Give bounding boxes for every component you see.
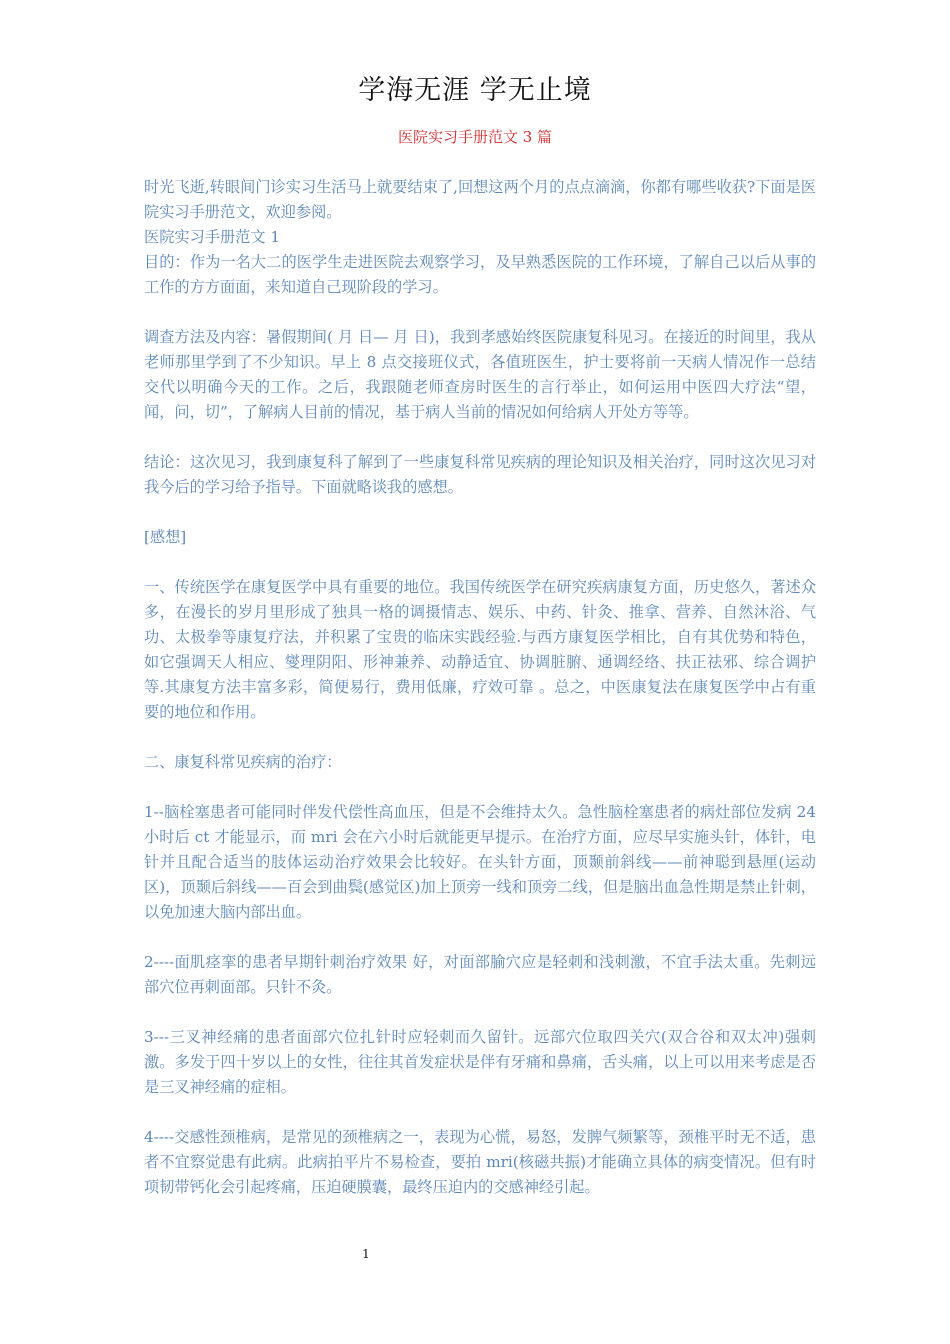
item-three-paragraph: 3---三叉神经痛的患者面部穴位扎针时应轻刺而久留针。远部穴位取四关穴(双合谷和双太冲)强刺激。多发于四十岁以上的女性，往往其首发症状是伴有牙痛和鼻痛，舌头痛，以上可以用来考虑是否是三叉神经痛的症相。 (144, 1028, 816, 1096)
item-one-paragraph: 1--脑栓塞患者可能同时伴发代偿性高血压，但是不会维持太久。急性脑栓塞患者的病灶部位发病 24 小时后 ct 才能显示，而 mri 会在六小时后就能更早提示。在治疗方面，应尽早实施头针，体针，电针并且配合适当的肢体运动治疗效果会比较好。在头针方面，顶颞前斜线——前神聪到悬厘(运动区)，顶颞后斜线——百会到曲鬓(感觉区)加上顶旁一线和顶旁二线，但是脑出血急性期是禁止针刺，以免加速大脑内部出血。 (144, 803, 816, 921)
purpose-paragraph: 目的：作为一名大二的医学生走进医院去观察学习，及早熟悉医院的工作环境，了解自己以后从事的工作的方方面面，来知道自己现阶段的学习。 (144, 253, 816, 296)
document-body (144, 175, 816, 1200)
conclusion-paragraph: 结论：这次见习，我到康复科了解到了一些康复科常见疾病的理论知识及相关治疗，同时这次见习对我今后的学习给予指导。下面就略谈我的感想。 (144, 453, 816, 496)
point-two-heading: 二、康复科常见疾病的治疗： (144, 753, 342, 771)
page-number: 1 (362, 1247, 370, 1261)
method-paragraph: 调查方法及内容：暑假期间( 月 日— 月 日)，我到孝感始终医院康复科见习。在接近的时间里，我从老师那里学到了不少知识。早上 8 点交接班仪式，各值班医生，护士要将前一天病人情况作一总结交代以明确今天的工作。之后，我跟随老师查房时医生的言行举止，如何运用中医四大疗法“望，闻，问，切”，了解病人目前的情况，基于病人当前的情况如何给病人开处方等等。 (144, 328, 816, 421)
header-title: 学海无涯 学无止境 (358, 75, 592, 106)
thoughts-heading: [感想] (144, 528, 187, 546)
point-one-paragraph: 一、传统医学在康复医学中具有重要的地位。我国传统医学在研究疾病康复方面，历史悠久，著述众多，在漫长的岁月里形成了独具一格的调摄情志、娱乐、中药、针灸、推拿、营养、自然沐浴、气功、太极拳等康复疗法，并积累了宝贵的临床实践经验.与西方康复医学相比，自有其优势和特色，如它强调天人相应、燮理阴阳、形神兼养、动静适宜、协调脏腑、通调经络、扶正祛邪、综合调护等.其康复方法丰富多彩，简便易行，费用低廉，疗效可靠 。总之，中医康复法在康复医学中占有重要的地位和作用。 (144, 578, 816, 721)
intro-paragraph: 时光飞逝,转眼间门诊实习生活马上就要结束了,回想这两个月的点点滴滴，你都有哪些收获?下面是医院实习手册范文，欢迎参阅。 (144, 178, 816, 221)
section-heading: 医院实习手册范文 1 (144, 228, 280, 246)
item-four-paragraph: 4----交感性颈椎病，是常见的颈椎病之一，表现为心慌，易怒，发脾气频繁等，颈椎平时无不适，患者不宜察觉患有此病。此病拍平片不易检查，要拍 mri(核磁共振)才能确立具体的病变情况。但有时项韧带钙化会引起疼痛，压迫硬膜囊，最终压迫内的交感神经引起。 (144, 1128, 816, 1196)
document-title: 医院实习手册范文 3 篇 (397, 128, 553, 146)
item-two-paragraph: 2----面肌痉挛的患者早期针刺治疗效果 好，对面部腧穴应是轻刺和浅刺激，不宜手法太重。先刺远部穴位再刺面部。只针不灸。 (144, 953, 816, 996)
